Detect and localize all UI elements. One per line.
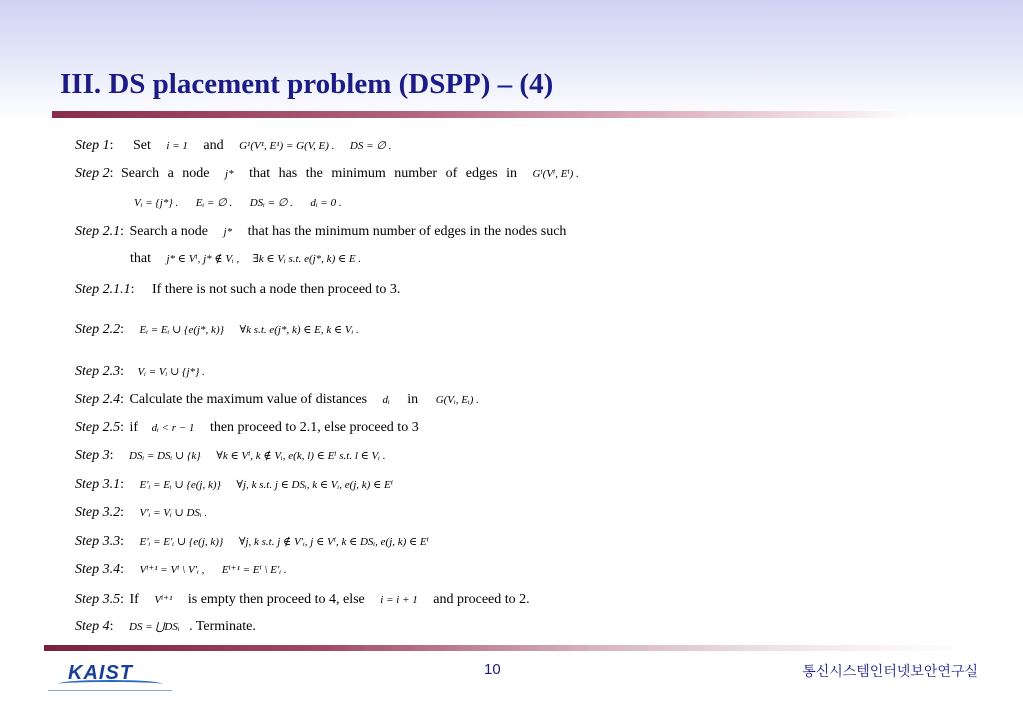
step-text: in	[407, 392, 419, 407]
math: ∀k ∈ Vⁱ, k ∉ Vᵢ, e(k, l) ∈ Eⁱ s.t. l ∈ Vᵢ .	[216, 450, 386, 462]
step-label: Step 2.2	[75, 322, 121, 337]
math: Eⁱ⁺¹ = Eⁱ \ E′ᵢ .	[221, 564, 287, 576]
math: dᵢ = 0 .	[310, 197, 342, 209]
kaist-logo	[48, 660, 172, 691]
step-2-4	[75, 392, 479, 408]
step-label: Step 4	[75, 619, 110, 634]
step-label: Step 1	[75, 138, 110, 153]
step-2-2	[75, 322, 359, 338]
step-label: Step 2.3	[75, 364, 121, 379]
step-text: Search a node	[121, 166, 210, 181]
step-text: and	[203, 138, 224, 153]
lab-name: 통신시스템인터넷보안연구실	[802, 664, 978, 680]
step-label: Step 3.3	[75, 534, 121, 549]
step-sep: :	[120, 534, 124, 549]
step-2-continued	[134, 195, 342, 211]
step-text: is empty then proceed to 4, else	[187, 592, 365, 607]
math: Vⁱ⁺¹ = Vⁱ \ V′ᵢ ,	[139, 564, 205, 576]
step-text: and proceed to 2.	[433, 592, 530, 607]
math: E′ᵢ = E′ᵢ ∪ {e(j, k)}	[139, 536, 224, 548]
math: j*	[225, 168, 234, 180]
step-sep: :	[109, 138, 114, 153]
step-text: then proceed to 2.1, else proceed to 3	[209, 420, 419, 435]
math: DS = ⋃DSᵢ	[129, 621, 180, 633]
math: G(Vᵢ, Eᵢ) .	[435, 394, 479, 406]
step-sep: :	[120, 224, 124, 239]
step-label: Step 2.1	[75, 224, 121, 239]
step-2-3	[75, 364, 205, 380]
step-label: Step 2.1.1	[75, 282, 131, 297]
slide-title: III. DS placement problem (DSPP) – (4)	[60, 68, 554, 100]
math: Eᵢ = Eᵢ ∪ {e(j*, k)}	[139, 324, 225, 336]
math: ∃k ∈ Vᵢ s.t. e(j*, k) ∈ E .	[252, 253, 362, 265]
step-label: Step 2.4	[75, 392, 121, 407]
step-label: Step 3	[75, 448, 110, 463]
step-sep: :	[109, 448, 114, 463]
step-text: that has the minimum number of edges in	[249, 166, 517, 181]
step-sep: :	[130, 282, 135, 297]
math: ∀k s.t. e(j*, k) ∈ E, k ∈ Vᵢ .	[239, 324, 359, 336]
step-2-1-continued	[130, 251, 361, 267]
step-sep: :	[120, 364, 124, 379]
step-text: Set	[133, 138, 151, 153]
math: Vᵢ = Vᵢ ∪ {j*} .	[137, 366, 205, 378]
step-2-1	[75, 224, 566, 240]
step-text: that	[130, 251, 151, 266]
step-1	[75, 138, 391, 154]
math: V′ᵢ = Vᵢ ∪ DSᵢ .	[139, 507, 208, 519]
step-text: If there is not such a node then proceed to 3.	[152, 282, 401, 297]
step-sep: :	[120, 592, 124, 607]
footer-divider	[44, 645, 964, 651]
step-3-2	[75, 505, 207, 521]
step-text: that has the minimum number of edges in the nodes such	[247, 224, 567, 239]
step-label: Step 3.2	[75, 505, 121, 520]
math: dᵢ < r − 1	[151, 422, 195, 434]
logo-swoosh-icon	[58, 680, 162, 688]
step-4	[75, 619, 256, 635]
math: DSᵢ = ∅ .	[249, 197, 293, 209]
step-sep: :	[120, 477, 124, 492]
step-sep: :	[109, 619, 114, 634]
step-sep: :	[120, 505, 124, 520]
step-text: if	[129, 420, 139, 435]
math: i = 1	[166, 140, 188, 152]
math: DSᵢ = DSᵢ ∪ {k}	[129, 450, 201, 462]
step-3-5	[75, 592, 530, 608]
step-text: If	[129, 592, 139, 607]
math: Gⁱ(Vⁱ, Eⁱ) .	[532, 168, 579, 180]
step-3-4	[75, 562, 287, 578]
step-label: Step 2	[75, 166, 110, 181]
math: j* ∈ Vⁱ, j* ∉ Vᵢ ,	[166, 253, 240, 265]
math: E′ᵢ = Eᵢ ∪ {e(j, k)}	[139, 479, 221, 491]
math: ∀j, k s.t. j ∉ V′ᵢ, j ∈ Vⁱ, k ∈ DSᵢ, e(j, k) ∈ Eⁱ	[238, 536, 429, 548]
math: j*	[223, 226, 233, 238]
step-3-3	[75, 534, 429, 550]
step-3-1	[75, 477, 393, 493]
step-label: Step 3.4	[75, 562, 121, 577]
step-2-1-1	[75, 282, 400, 298]
step-label: Step 3.5	[75, 592, 121, 607]
step-label: Step 2.5	[75, 420, 121, 435]
math: Vⁱ⁺¹	[154, 594, 173, 606]
math: Eᵢ = ∅ .	[195, 197, 233, 209]
page-number: 10	[484, 661, 501, 678]
step-label: Step 3.1	[75, 477, 121, 492]
kaist-logo-text: KAIST	[68, 662, 133, 684]
math: G¹(V¹, E¹) = G(V, E) .	[239, 140, 335, 152]
step-sep: :	[120, 420, 124, 435]
step-sep: :	[109, 166, 114, 181]
step-text: Search a node	[129, 224, 209, 239]
step-sep: :	[120, 392, 124, 407]
math: i = i + 1	[380, 594, 418, 606]
math: Vᵢ = {j*} .	[134, 197, 179, 209]
math: dᵢ	[382, 394, 390, 406]
step-2	[75, 166, 579, 182]
step-text: . Terminate.	[189, 619, 256, 634]
math: ∀j, k s.t. j ∈ DSᵢ, k ∈ Vᵢ, e(j, k) ∈ Eⁱ	[236, 479, 393, 491]
step-2-5	[75, 420, 419, 436]
step-text: Calculate the maximum value of distances	[129, 392, 368, 407]
step-sep: :	[120, 322, 124, 337]
math: DS = ∅ .	[349, 140, 392, 152]
step-3	[75, 448, 386, 464]
step-sep: :	[120, 562, 124, 577]
